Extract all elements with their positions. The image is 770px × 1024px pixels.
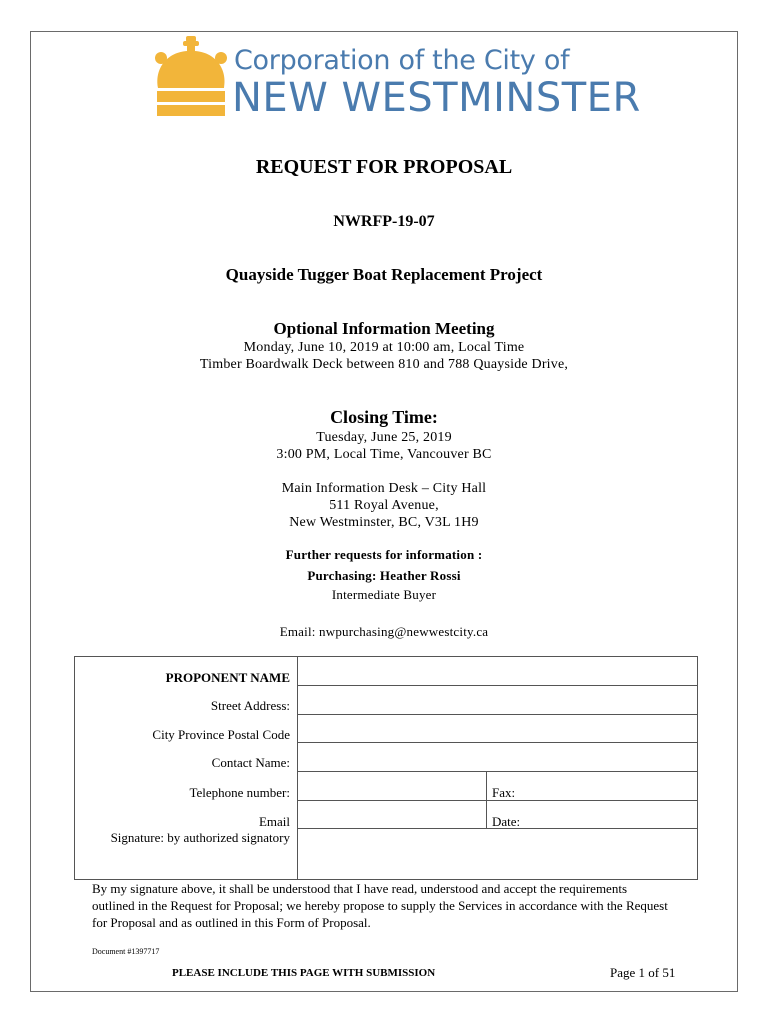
contact-email: Email: nwpurchasing@newwestcity.ca	[279, 624, 489, 639]
meeting-datetime: Monday, June 10, 2019 at 10:00 am, Local Time	[243, 340, 525, 355]
telephone-field[interactable]	[298, 772, 485, 799]
address-line-2: 511 Royal Avenue,	[329, 498, 439, 513]
declaration-paragraph: By my signature above, it shall be understood that I have read, understood and accept the requirements outlined in the Request for Proposal; we hereby propose to supply the Services in accordance with the Request for Proposal and as outlined in this Form of Proposal.	[92, 881, 668, 930]
date-label: Date:	[492, 814, 521, 829]
street-address-label: Street Address:	[210, 698, 290, 713]
meeting-location: Timber Boardwalk Deck between 810 and 788 Quayside Drive,	[199, 357, 569, 372]
page-number: Page 1 of 51	[610, 965, 676, 980]
fax-label: Fax:	[492, 785, 516, 800]
signature-label: Signature: by authorized signatory	[110, 830, 290, 845]
logo-line-1: Corporation of the City of	[234, 45, 570, 76]
proponent-name-field[interactable]	[298, 657, 697, 684]
closing-time: 3:00 PM, Local Time, Vancouver BC	[276, 447, 492, 462]
address-line-1: Main Information Desk – City Hall	[281, 481, 487, 496]
crown-icon	[152, 36, 230, 116]
buyer-role: Intermediate Buyer	[331, 587, 437, 602]
document-title: REQUEST FOR PROPOSAL	[255, 156, 513, 178]
closing-date: Tuesday, June 25, 2019	[316, 430, 452, 445]
date-field[interactable]	[528, 801, 697, 827]
address-line-3: New Westminster, BC, V3L 1H9	[289, 515, 479, 530]
email-label: Email	[258, 814, 290, 829]
contact-name-field[interactable]	[298, 743, 697, 770]
meeting-heading: Optional Information Meeting	[273, 319, 495, 338]
city-logo	[152, 36, 641, 122]
logo-line-2: NEW WESTMINSTER	[232, 75, 641, 121]
city-province-label: City Province Postal Code	[152, 727, 290, 742]
project-title: Quayside Tugger Boat Replacement Project	[225, 265, 543, 284]
closing-heading: Closing Time:	[330, 407, 438, 427]
fax-field[interactable]	[520, 772, 697, 799]
telephone-label: Telephone number:	[189, 785, 290, 800]
purchasing-contact: Purchasing: Heather Rossi	[307, 568, 461, 583]
document-number: Document #1397717	[92, 947, 160, 956]
submission-note: PLEASE INCLUDE THIS PAGE WITH SUBMISSION	[172, 967, 436, 979]
signature-field[interactable]	[298, 829, 697, 879]
contact-name-label: Contact Name:	[211, 755, 290, 770]
street-address-field[interactable]	[298, 686, 697, 713]
city-province-field[interactable]	[298, 715, 697, 741]
requests-label: Further requests for information :	[285, 547, 483, 562]
proponent-name-label: PROPONENT NAME	[165, 670, 290, 685]
email-field[interactable]	[298, 801, 485, 827]
rfp-number: NWRFP-19-07	[333, 213, 435, 230]
